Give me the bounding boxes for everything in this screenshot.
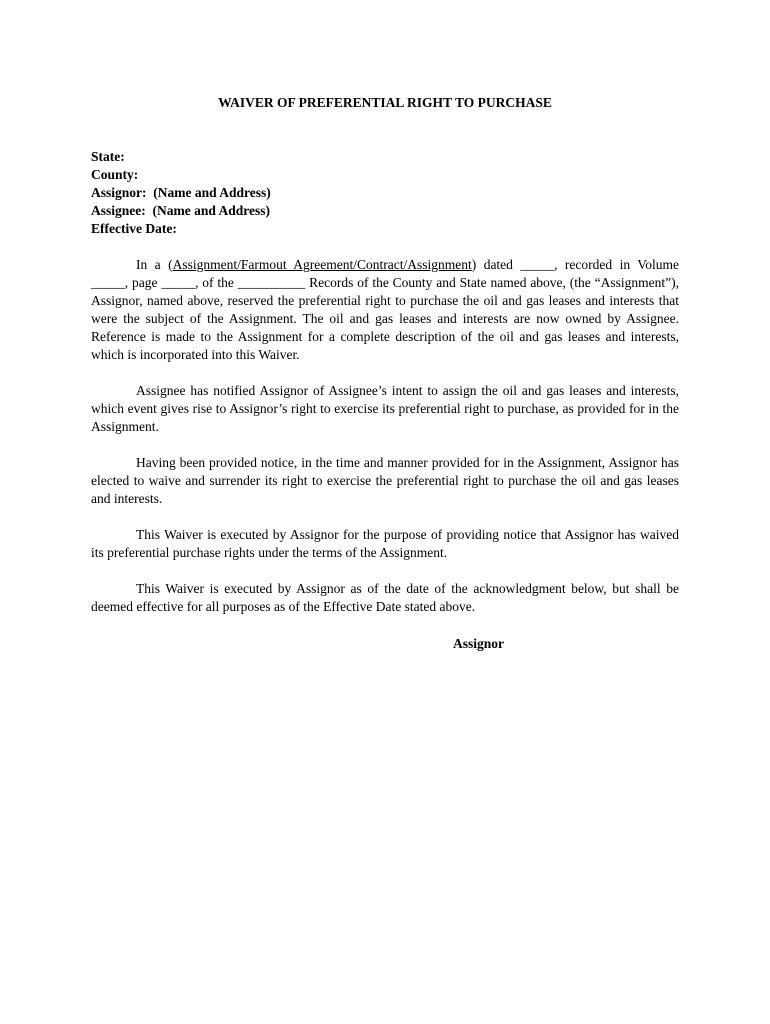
paragraph-purpose-of-waiver: This Waiver is executed by Assignor for the purpose of providing notice that Assignor has waived its preferential purchase rights under the terms of the Assignment. [91,527,679,560]
paragraph-election-to-waive: Having been provided notice, in the time and manner provided for in the Assignment, Assignor has elected to waive and surrender its right to exercise the preferential right to purchase the oil and gas leases and interests. [91,455,679,506]
paragraph-assignment-description [91,256,679,364]
county-field-label: County: [91,167,139,182]
assignee-field-label: Assignee: (Name and Address) [91,203,271,218]
document-title: WAIVER OF PREFERENTIAL RIGHT TO PURCHASE [218,95,552,110]
state-field-label: State: [91,149,125,164]
paragraph-1-rest: ) dated _____, recorded in Volume _____, page _____, of the __________ Records of the County and State named above, (the “Assignment”), Assignor, named above, reserved the preferential right to purchase the oil and gas leases and interests that were the subject of the Assignment. The oil and gas leases and interests are now owned by Assignee. Reference is made to the Assignment for a complete description of the oil and gas leases and interests, which is incorporated into this Waiver. [91,257,680,362]
paragraph-effective-date-clause: This Waiver is executed by Assignor as of the date of the acknowledgment below, but shall be deemed effective for all purposes as of the Effective Date stated above. [91,581,679,614]
assignor-signature-label: Assignor [453,636,505,651]
effective-date-field-label: Effective Date: [91,221,177,236]
instrument-type-underlined: Assignment/Farmout Agreement/Contract/Assignment [172,257,472,272]
document-header-fields [91,148,691,238]
paragraph-1-start: In a ( [136,257,173,272]
paragraph-notice-of-intent: Assignee has notified Assignor of Assignee’s intent to assign the oil and gas leases and interests, which event gives rise to Assignor’s right to exercise its preferential right to purchase, as provided for in the Assignment. [91,383,679,434]
assignor-field-label: Assignor: (Name and Address) [91,185,271,200]
